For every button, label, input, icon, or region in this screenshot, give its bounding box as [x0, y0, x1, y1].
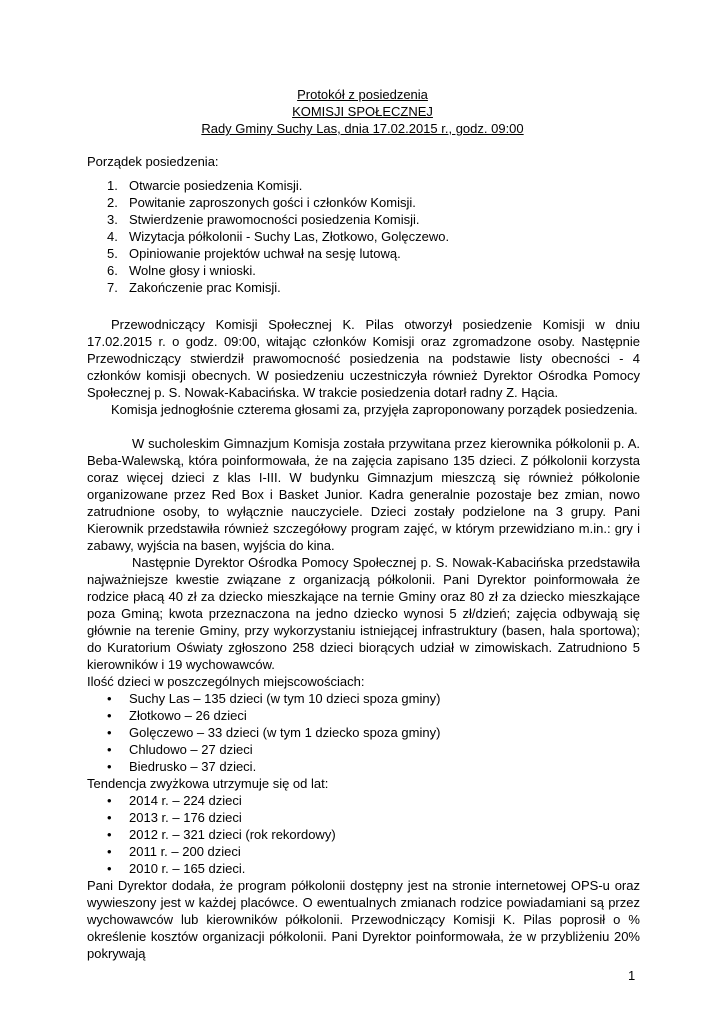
header-title: Protokół z posiedzenia [297, 87, 428, 102]
yearly-counts-list [87, 792, 640, 877]
list-item: • 2013 r. – 176 dzieci [87, 809, 640, 826]
agenda-item: 6. Wolne głosy i wnioski. [107, 263, 256, 278]
header-committee: KOMISJI SPOŁECZNEJ [292, 104, 433, 119]
list-item: • 2014 r. – 224 dzieci [87, 792, 640, 809]
agenda-item: 5. Opiniowanie projektów uchwał na sesję lutową. [107, 246, 401, 261]
agenda-item: 7. Zakończenie prac Komisji. [107, 280, 281, 295]
ops-director-paragraph: Następnie Dyrektor Ośrodka Pomocy Społecznej p. S. Nowak-Kabacińska przedstawiła najważniejsze kwestie związane z organizacją półkolonii. Pani Dyrektor poinformowała że rodzice płacą 40 zł za dziecko mieszkające na ternie Gminy oraz 80 zł za dziecko mieszkające poza Gminą; kwota przeznaczona na jedno dziecko wynosi 5 zł/dzień; zajęcia odbywają się głównie na terenie Gminy, przy wykorzystaniu istniejącej infrastruktury (basen, hala sportowa); do Kuratorium Oświaty zgłoszono 258 dzieci biorących udział w zimowiskach. Zatrudniono 5 kierowników i 19 wychowawców. [87, 555, 640, 672]
localities-intro: Ilość dzieci w poszczególnych miejscowościach: [87, 674, 365, 689]
list-item: • Suchy Las – 135 dzieci (w tym 10 dzieci spoza gminy) [87, 690, 640, 707]
localities-list [87, 690, 640, 775]
list-item: • Chludowo – 27 dzieci [87, 741, 640, 758]
list-item: • 2010 r. – 165 dzieci. [87, 860, 640, 877]
opening-paragraph: Przewodniczący Komisji Społecznej K. Pilas otworzył posiedzenie Komisji w dniu 17.02.2015 r. o godz. 09:00, witając członków Komisji oraz zgromadzone osoby. Następnie Przewodniczący stwierdził prawomocność posiedzenia na podstawie listy obecności - 4 członków komisji obecnych. W posiedzeniu uczestniczyła również Dyrektor Ośrodka Pomocy Społecznej p. S. Nowak-Kabacińska. W trakcie posiedzenia dotarł radny Z. Hącia. [87, 317, 640, 400]
agenda-item: 1. Otwarcie posiedzenia Komisji. [107, 178, 303, 193]
document-header [0, 86, 725, 137]
agenda-title: Porządek posiedzenia: [87, 154, 219, 169]
header-meeting-date: Rady Gminy Suchy Las, dnia 17.02.2015 r., godz. 09:00 [201, 121, 524, 136]
program-info-paragraph: Pani Dyrektor dodała, że program półkolonii dostępny jest na stronie internetowej OPS-u oraz wywieszony jest w każdej placówce. O ewentualnych zmianach rodzice powiadamiani są przez wychowawców lub kierowników półkolonii. Przewodniczący Komisji K. Pilas poprosił o % określenie kosztów organizacji półkolonii. Pani Dyrektor poinformowała, że w przybliżeniu 20% pokrywają [87, 878, 640, 961]
list-item: • 2011 r. – 200 dzieci [87, 843, 640, 860]
agenda-item: 2. Powitanie zaproszonych gości i członków Komisji. [107, 195, 416, 210]
list-item: • 2012 r. – 321 dzieci (rok rekordowy) [87, 826, 640, 843]
document-body [87, 316, 640, 962]
agenda-item: 3. Stwierdzenie prawomocności posiedzenia Komisji. [107, 212, 420, 227]
agenda-list [107, 177, 449, 296]
trend-intro: Tendencja zwyżkowa utrzymuje się od lat: [87, 776, 329, 791]
page-number: 1 [628, 968, 636, 983]
gymnasium-visit-paragraph: W sucholeskim Gimnazjum Komisja została przywitana przez kierownika półkolonii p. A. Beba-Walewską, która poinformowała, że na zajęcia zapisano 135 dzieci. Z półkolonii korzysta coraz więcej dzieci z klas I-III. W budynku Gimnazjum mieszczą się również półkolonie organizowane przez Red Box i Basket Junior. Kadra generalnie pozostaje bez zmian, nowo zatrudnione osoby, to wyłącznie nauczyciele. Dzieci zostały podzielone na 3 grupy. Pani Kierownik przedstawiła również szczegółowy program zajęć, w którym przewidziano m.in.: gry i zabawy, wyjścia na basen, wyjścia do kina. [87, 436, 640, 553]
agenda-approval-paragraph: Komisja jednogłośnie czterema głosami za, przyjęła zaproponowany porządek posiedzenia. [111, 402, 638, 417]
list-item: • Biedrusko – 37 dzieci. [87, 758, 640, 775]
agenda-item: 4. Wizytacja półkolonii - Suchy Las, Złotkowo, Golęczewo. [107, 229, 450, 244]
list-item: • Złotkowo – 26 dzieci [87, 707, 640, 724]
list-item: • Golęczewo – 33 dzieci (w tym 1 dziecko spoza gminy) [87, 724, 640, 741]
